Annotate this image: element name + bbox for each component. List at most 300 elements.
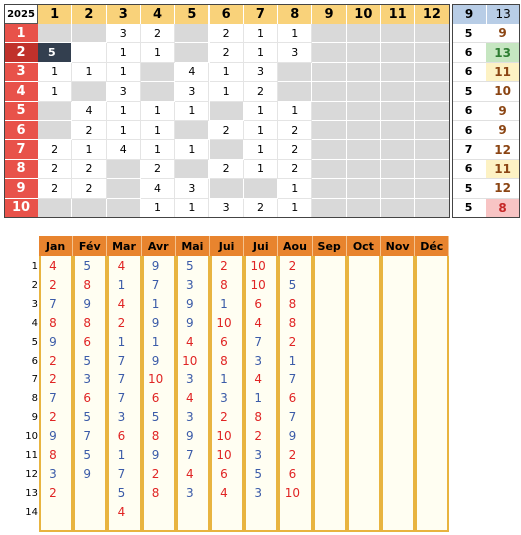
grid-cell[interactable] (107, 160, 141, 179)
grid-cell[interactable] (312, 199, 346, 218)
day-value[interactable]: 3 (254, 353, 262, 368)
day-value[interactable]: 1 (151, 334, 160, 349)
day-value[interactable]: 9 (151, 353, 160, 368)
grid-cell[interactable]: 1 (175, 140, 209, 159)
grid-cell[interactable]: 1 (107, 102, 141, 121)
month-header[interactable]: Sep (313, 236, 347, 256)
number-grid (4, 4, 518, 219)
grid-cell[interactable] (415, 43, 449, 62)
month-column (313, 256, 347, 532)
day-value[interactable]: 2 (288, 259, 297, 273)
row-count-cell[interactable]: 6 (452, 63, 486, 82)
day-value[interactable]: 7 (117, 466, 126, 481)
row-label[interactable]: 4 (4, 82, 38, 101)
grid-cell[interactable] (312, 140, 346, 159)
grid-cell[interactable]: 2 (38, 179, 72, 198)
day-value[interactable]: 7 (185, 448, 194, 462)
grid-cell[interactable] (415, 140, 449, 159)
day-value[interactable]: 10 (250, 259, 266, 273)
grid-cell[interactable]: 3 (107, 82, 141, 101)
day-value[interactable]: 1 (117, 334, 126, 349)
day-value[interactable]: 2 (49, 353, 57, 368)
day-value[interactable]: 6 (151, 391, 160, 406)
day-value[interactable]: 5 (83, 448, 91, 462)
grid-cell[interactable] (347, 102, 381, 121)
day-value[interactable]: 1 (254, 391, 262, 406)
grid-cell[interactable] (381, 63, 415, 82)
grid-cell[interactable]: 2 (210, 24, 244, 43)
row-count-cell[interactable]: 7 (452, 140, 486, 159)
grid-cell[interactable] (141, 63, 175, 82)
day-value[interactable]: 2 (254, 429, 262, 444)
grid-cell[interactable] (107, 179, 141, 198)
grid-cell[interactable] (38, 24, 72, 43)
column-header[interactable]: 6 (210, 4, 244, 24)
day-value[interactable]: 10 (147, 372, 164, 387)
grid-cell[interactable]: 2 (244, 199, 278, 218)
grid-cell[interactable] (72, 43, 106, 62)
summary-header[interactable]: 9 (452, 4, 486, 24)
day-value[interactable]: 8 (83, 315, 91, 330)
day-value[interactable]: 4 (117, 504, 126, 519)
grid-cell[interactable] (347, 140, 381, 159)
day-value[interactable]: 5 (151, 410, 160, 425)
month-column (347, 256, 381, 532)
grid-cell[interactable]: 1 (278, 102, 312, 121)
row-number: 5 (31, 336, 38, 348)
row-count-cell[interactable]: 5 (452, 24, 486, 43)
grid-cell[interactable] (415, 102, 449, 121)
grid-cell[interactable] (347, 63, 381, 82)
day-value[interactable]: 6 (117, 429, 126, 444)
row-label[interactable]: 7 (4, 140, 38, 159)
grid-cell[interactable] (347, 160, 381, 179)
grid-cell[interactable] (278, 63, 312, 82)
day-value[interactable]: 9 (49, 429, 57, 444)
grid-cell[interactable]: 1 (141, 43, 175, 62)
day-value[interactable]: 6 (220, 334, 228, 349)
grid-cell[interactable]: 1 (244, 102, 278, 121)
day-value[interactable]: 8 (220, 277, 228, 292)
day-value[interactable]: 10 (216, 315, 232, 330)
day-value[interactable]: 4 (117, 259, 126, 273)
row-number: 2 (31, 279, 38, 291)
grid-cell[interactable] (312, 82, 346, 101)
grid-cell[interactable] (381, 82, 415, 101)
grid-cell[interactable]: 2 (38, 160, 72, 179)
grid-cell[interactable] (175, 43, 209, 62)
month-header[interactable]: Oct (347, 236, 381, 256)
day-value[interactable]: 8 (49, 448, 57, 462)
row-label[interactable]: 2 (4, 43, 38, 62)
grid-cell[interactable]: 1 (38, 63, 72, 82)
grid-cell[interactable] (210, 140, 244, 159)
day-value[interactable]: 9 (49, 334, 57, 349)
day-value[interactable]: 5 (83, 410, 91, 425)
grid-cell[interactable]: 4 (141, 179, 175, 198)
day-value[interactable]: 8 (151, 485, 160, 500)
day-value[interactable]: 4 (254, 315, 262, 330)
monthly-calendar-table (0, 236, 521, 535)
grid-cell[interactable] (210, 102, 244, 121)
grid-cell[interactable] (381, 199, 415, 218)
grid-cell[interactable]: 2 (278, 160, 312, 179)
month-header[interactable]: Mai (176, 236, 210, 256)
grid-cell[interactable]: 1 (244, 140, 278, 159)
grid-cell[interactable] (347, 121, 381, 140)
row-count-cell[interactable]: 5 (452, 179, 486, 198)
grid-cell[interactable]: 4 (107, 140, 141, 159)
grid-cell[interactable] (312, 160, 346, 179)
grid-cell[interactable]: 1 (175, 199, 209, 218)
grid-cell[interactable] (278, 82, 312, 101)
grid-cell[interactable] (312, 121, 346, 140)
grid-cell[interactable] (415, 121, 449, 140)
month-column (381, 256, 415, 532)
grid-cell[interactable] (72, 24, 106, 43)
grid-cell[interactable] (244, 179, 278, 198)
row-total-cell[interactable]: 12 (486, 179, 520, 198)
grid-cell[interactable]: 1 (72, 63, 106, 82)
day-value[interactable]: 1 (151, 296, 160, 311)
day-value[interactable]: 3 (83, 372, 91, 387)
row-total-cell[interactable]: 11 (486, 160, 520, 179)
grid-cell[interactable] (175, 160, 209, 179)
day-value[interactable]: 2 (117, 315, 126, 330)
column-header[interactable]: 11 (381, 4, 415, 24)
day-value[interactable]: 1 (117, 448, 126, 462)
day-value[interactable]: 9 (185, 429, 194, 444)
grid-cell[interactable] (381, 121, 415, 140)
day-value[interactable]: 5 (288, 277, 297, 292)
row-total-cell[interactable]: 9 (486, 121, 520, 140)
month-header[interactable]: Jui (244, 236, 278, 256)
day-value[interactable]: 1 (288, 353, 297, 368)
row-number: 3 (31, 298, 38, 310)
grid-cell[interactable]: 2 (210, 121, 244, 140)
month-header[interactable]: Déc (415, 236, 449, 256)
row-label[interactable]: 9 (4, 179, 38, 198)
day-value[interactable]: 2 (151, 466, 160, 481)
grid-cell[interactable] (347, 43, 381, 62)
day-value[interactable]: 1 (220, 296, 228, 311)
row-number: 7 (31, 374, 38, 386)
day-value[interactable]: 4 (185, 391, 194, 406)
row-number: 11 (25, 450, 38, 461)
day-value[interactable]: 4 (185, 466, 194, 481)
grid-cell[interactable]: 2 (72, 179, 106, 198)
day-value[interactable]: 4 (220, 485, 228, 500)
grid-cell[interactable]: 3 (175, 179, 209, 198)
grid-cell[interactable]: 1 (107, 121, 141, 140)
column-header[interactable]: 4 (141, 4, 175, 24)
day-value[interactable]: 3 (220, 391, 228, 406)
column-header[interactable]: 2 (72, 4, 106, 24)
grid-cell[interactable] (141, 82, 175, 101)
year-cell[interactable]: 2025 (4, 4, 38, 24)
grid-cell[interactable]: 3 (175, 82, 209, 101)
day-value[interactable]: 6 (288, 466, 297, 481)
row-total-cell[interactable]: 10 (486, 82, 520, 101)
grid-cell[interactable]: 2 (141, 24, 175, 43)
day-value[interactable]: 6 (220, 466, 228, 481)
day-value[interactable]: 2 (49, 485, 57, 500)
day-value[interactable]: 2 (49, 410, 57, 425)
day-value[interactable]: 3 (185, 372, 194, 387)
grid-cell[interactable]: 2 (278, 140, 312, 159)
grid-cell[interactable]: 4 (175, 63, 209, 82)
grid-cell[interactable] (347, 82, 381, 101)
grid-cell[interactable]: 2 (210, 160, 244, 179)
day-value[interactable]: 3 (49, 466, 57, 481)
day-value[interactable]: 3 (254, 485, 262, 500)
grid-cell[interactable]: 1 (210, 63, 244, 82)
grid-cell[interactable] (312, 63, 346, 82)
row-label[interactable]: 8 (4, 160, 38, 179)
row-total-cell[interactable]: 13 (486, 43, 520, 62)
grid-cell[interactable]: 2 (141, 160, 175, 179)
day-value[interactable]: 1 (220, 372, 228, 387)
day-value[interactable]: 4 (185, 334, 194, 349)
day-value[interactable]: 9 (288, 429, 297, 444)
grid-cell[interactable]: 1 (141, 102, 175, 121)
month-header[interactable]: Fév (73, 236, 107, 256)
column-header[interactable]: 7 (244, 4, 278, 24)
row-count-cell[interactable]: 6 (452, 102, 486, 121)
row-number: 8 (31, 393, 38, 405)
selected-cell[interactable]: 5 (38, 43, 72, 62)
row-total-cell[interactable]: 9 (486, 102, 520, 121)
grid-cell[interactable] (415, 24, 449, 43)
grid-cell[interactable] (72, 82, 106, 101)
column-header[interactable]: 12 (415, 4, 449, 24)
row-count-cell[interactable]: 5 (452, 82, 486, 101)
day-value[interactable]: 5 (254, 466, 262, 481)
day-value[interactable]: 8 (220, 353, 228, 368)
day-value[interactable]: 2 (49, 372, 57, 387)
day-value[interactable]: 7 (117, 391, 126, 406)
grid-cell[interactable]: 1 (72, 140, 106, 159)
grid-cell[interactable]: 1 (244, 43, 278, 62)
grid-cell[interactable] (72, 199, 106, 218)
grid-cell[interactable] (381, 140, 415, 159)
grid-cell[interactable]: 1 (141, 140, 175, 159)
row-count-cell[interactable]: 6 (452, 160, 486, 179)
row-label[interactable]: 5 (4, 102, 38, 121)
day-value[interactable]: 2 (288, 448, 297, 462)
day-value[interactable]: 2 (220, 410, 228, 425)
grid-cell[interactable]: 1 (210, 82, 244, 101)
grid-cell[interactable]: 1 (278, 179, 312, 198)
day-value[interactable]: 7 (288, 372, 297, 387)
day-value[interactable]: 7 (288, 410, 297, 425)
day-value[interactable]: 7 (49, 391, 57, 406)
month-header[interactable]: Jui (210, 236, 244, 256)
day-value[interactable]: 9 (83, 296, 91, 311)
row-number: 13 (25, 487, 38, 499)
day-value[interactable]: 5 (117, 485, 126, 500)
column-header[interactable]: 1 (38, 4, 72, 24)
grid-cell[interactable] (107, 199, 141, 218)
row-total-cell[interactable]: 9 (486, 24, 520, 43)
day-value[interactable]: 4 (117, 296, 126, 311)
grid-cell[interactable]: 1 (244, 160, 278, 179)
grid-cell[interactable]: 1 (278, 24, 312, 43)
day-value[interactable]: 3 (185, 277, 194, 292)
day-value[interactable]: 2 (288, 334, 297, 349)
day-value[interactable]: 8 (254, 410, 262, 425)
row-number: 14 (25, 506, 38, 518)
column-header[interactable]: 9 (312, 4, 346, 24)
day-value[interactable]: 2 (220, 259, 228, 273)
row-number: 6 (31, 355, 38, 367)
grid-cell[interactable] (38, 121, 72, 140)
grid-cell[interactable]: 2 (38, 140, 72, 159)
grid-cell[interactable] (381, 179, 415, 198)
row-count-cell[interactable]: 5 (452, 199, 486, 218)
day-value[interactable]: 9 (151, 448, 160, 462)
grid-cell[interactable] (210, 179, 244, 198)
grid-cell[interactable] (347, 179, 381, 198)
column-header[interactable]: 8 (278, 4, 312, 24)
grid-cell[interactable] (381, 24, 415, 43)
day-value[interactable]: 9 (151, 259, 160, 273)
column-header[interactable]: 5 (175, 4, 209, 24)
grid-cell[interactable]: 2 (72, 160, 106, 179)
month-header[interactable]: Nov (381, 236, 415, 256)
grid-cell[interactable] (175, 121, 209, 140)
grid-cell[interactable]: 1 (141, 121, 175, 140)
day-value[interactable]: 7 (117, 353, 126, 368)
day-value[interactable]: 7 (83, 429, 91, 444)
summary-header[interactable]: 13 (486, 4, 520, 24)
grid-cell[interactable]: 1 (175, 102, 209, 121)
row-label[interactable]: 10 (4, 199, 38, 218)
grid-cell[interactable] (312, 102, 346, 121)
grid-cell[interactable] (312, 179, 346, 198)
grid-cell[interactable]: 2 (244, 82, 278, 101)
grid-cell[interactable] (312, 43, 346, 62)
day-value[interactable]: 9 (83, 466, 91, 481)
row-count-cell[interactable]: 6 (452, 43, 486, 62)
day-value[interactable]: 7 (117, 372, 126, 387)
day-value[interactable]: 8 (151, 429, 160, 444)
month-header[interactable]: Avr (142, 236, 176, 256)
day-value[interactable]: 3 (254, 448, 262, 462)
day-value[interactable]: 5 (83, 353, 91, 368)
row-number: 12 (25, 468, 38, 480)
grid-cell[interactable] (415, 82, 449, 101)
grid-cell[interactable]: 1 (244, 121, 278, 140)
grid-cell[interactable]: 2 (210, 43, 244, 62)
month-header[interactable]: Jan (39, 236, 73, 256)
grid-cell[interactable] (415, 199, 449, 218)
grid-cell[interactable]: 1 (141, 199, 175, 218)
grid-cell[interactable]: 2 (278, 121, 312, 140)
grid-cell[interactable]: 1 (107, 63, 141, 82)
day-value[interactable]: 8 (288, 296, 297, 311)
day-value[interactable]: 2 (49, 277, 57, 292)
day-value[interactable]: 9 (151, 315, 160, 330)
grid-cell[interactable]: 2 (72, 121, 106, 140)
day-value[interactable]: 6 (83, 334, 91, 349)
day-value[interactable]: 4 (49, 259, 57, 273)
row-count-cell[interactable]: 6 (452, 121, 486, 140)
grid-cell[interactable]: 1 (244, 24, 278, 43)
grid-cell[interactable] (347, 199, 381, 218)
day-value[interactable]: 4 (254, 372, 262, 387)
grid-cell[interactable] (381, 102, 415, 121)
grid-cell[interactable] (381, 43, 415, 62)
day-value[interactable]: 8 (83, 277, 91, 292)
row-total-cell[interactable]: 11 (486, 63, 520, 82)
month-header[interactable]: Mar (107, 236, 141, 256)
row-label[interactable]: 6 (4, 121, 38, 140)
grid-cell[interactable] (312, 24, 346, 43)
day-value[interactable]: 7 (254, 334, 262, 349)
row-number: 10 (25, 431, 38, 443)
grid-cell[interactable] (415, 63, 449, 82)
day-value[interactable]: 10 (216, 429, 232, 444)
row-total-cell[interactable]: 12 (486, 140, 520, 159)
grid-cell[interactable] (38, 102, 72, 121)
month-header[interactable]: Aou (278, 236, 312, 256)
grid-cell[interactable] (347, 24, 381, 43)
day-value[interactable]: 3 (117, 410, 126, 425)
grid-cell[interactable]: 3 (210, 199, 244, 218)
day-value[interactable]: 8 (49, 315, 57, 330)
grid-cell[interactable]: 3 (244, 63, 278, 82)
row-label[interactable]: 1 (4, 24, 38, 43)
day-value[interactable]: 10 (284, 485, 301, 500)
day-value[interactable]: 7 (151, 277, 160, 292)
grid-cell[interactable]: 1 (107, 43, 141, 62)
day-value[interactable]: 6 (83, 391, 91, 406)
day-value[interactable]: 3 (185, 485, 194, 500)
column-header[interactable]: 3 (107, 4, 141, 24)
grid-cell[interactable]: 1 (38, 82, 72, 101)
row-number: 1 (31, 261, 38, 272)
day-value[interactable]: 5 (185, 259, 194, 273)
day-value[interactable]: 3 (185, 410, 194, 425)
grid-cell[interactable]: 4 (72, 102, 106, 121)
column-header[interactable]: 10 (347, 4, 381, 24)
day-value[interactable]: 6 (288, 391, 297, 406)
grid-cell[interactable] (415, 160, 449, 179)
grid-cell[interactable] (38, 199, 72, 218)
row-total-cell[interactable]: 8 (486, 199, 520, 218)
day-value[interactable]: 9 (185, 315, 194, 330)
day-value[interactable]: 8 (288, 315, 297, 330)
day-value[interactable]: 10 (216, 448, 232, 462)
row-number: 4 (31, 317, 38, 329)
day-value[interactable]: 5 (83, 259, 91, 273)
day-value[interactable]: 10 (182, 353, 198, 368)
grid-cell[interactable]: 1 (278, 199, 312, 218)
month-column (415, 256, 449, 532)
grid-cell[interactable] (415, 179, 449, 198)
grid-cell[interactable]: 3 (107, 24, 141, 43)
grid-cell[interactable] (175, 24, 209, 43)
row-label[interactable]: 3 (4, 63, 38, 82)
day-value[interactable]: 7 (49, 296, 57, 311)
day-value[interactable]: 10 (250, 277, 266, 292)
day-value[interactable]: 1 (117, 277, 126, 292)
day-value[interactable]: 6 (254, 296, 262, 311)
day-value[interactable]: 9 (185, 296, 194, 311)
grid-cell[interactable] (381, 160, 415, 179)
grid-cell[interactable]: 3 (278, 43, 312, 62)
